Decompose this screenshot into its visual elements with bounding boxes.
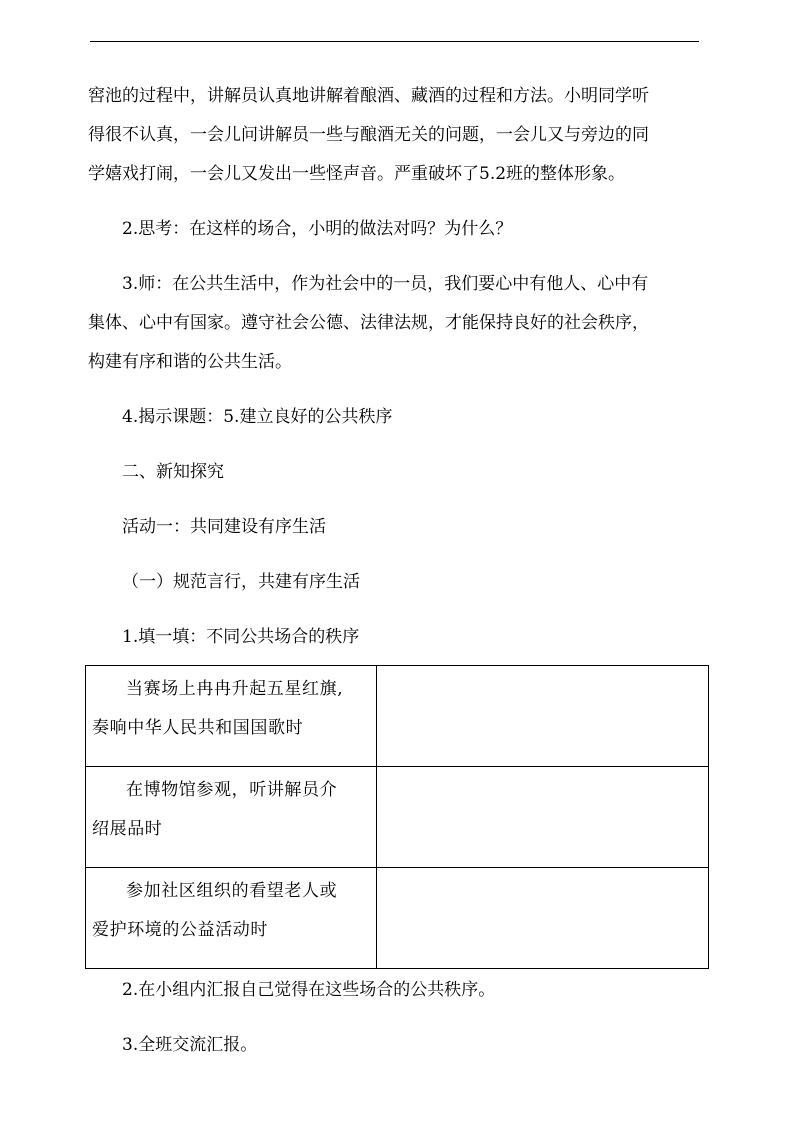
scene-line: 当赛场上冉冉升起五星红旗, bbox=[126, 679, 344, 699]
report-task: 2.在小组内汇报自己觉得在这些场合的公共秩序。 bbox=[122, 980, 496, 1000]
table-row bbox=[86, 767, 709, 868]
answer-cell[interactable] bbox=[377, 666, 709, 767]
answer-cell[interactable] bbox=[377, 767, 709, 868]
share-task: 3.全班交流汇报。 bbox=[122, 1035, 258, 1055]
lesson-topic: 4.揭示课题：5.建立良好的公共秩序 bbox=[122, 407, 393, 427]
table-row bbox=[86, 666, 709, 767]
fill-in-task: 1.填一填：不同公共场合的秩序 bbox=[122, 627, 360, 647]
table-row bbox=[86, 868, 709, 969]
scene-line: 在博物馆参观，听讲解员介 bbox=[126, 780, 338, 800]
story-paragraph bbox=[88, 77, 710, 194]
scene-cell bbox=[86, 767, 377, 868]
think-question: 2.思考：在这样的场合，小明的做法对吗？为什么？ bbox=[122, 219, 513, 239]
scene-line: 参加社区组织的看望老人或 bbox=[126, 881, 338, 901]
teacher-summary bbox=[88, 265, 710, 382]
scene-line: 绍展品时 bbox=[92, 819, 163, 839]
subsection-heading: （一）规范言行，共建有序生活 bbox=[122, 572, 360, 592]
section-heading: 二、新知探究 bbox=[122, 462, 224, 482]
scene-cell bbox=[86, 666, 377, 767]
answer-cell[interactable] bbox=[377, 868, 709, 969]
story-line: 学嬉戏打闹，一会儿又发出一些怪声音。严重破坏了5.2班的整体形象。 bbox=[88, 164, 626, 184]
activity-heading: 活动一：共同建设有序生活 bbox=[122, 517, 326, 537]
scene-cell bbox=[86, 868, 377, 969]
public-order-table bbox=[85, 665, 709, 969]
scene-line: 爱护环境的公益活动时 bbox=[92, 920, 268, 940]
story-line: 得很不认真，一会儿问讲解员一些与酿酒无关的问题，一会儿又与旁边的同 bbox=[88, 125, 649, 145]
scene-line: 奏响中华人民共和国国歌时 bbox=[92, 718, 304, 738]
header-rule bbox=[90, 41, 699, 42]
story-line: 窖池的过程中，讲解员认真地讲解着酿酒、藏酒的过程和方法。小明同学听 bbox=[88, 86, 649, 106]
teacher-line: 构建有序和谐的公共生活。 bbox=[88, 352, 292, 372]
document-body bbox=[88, 77, 710, 1065]
teacher-line: 3.师：在公共生活中，作为社会中的一员，我们要心中有他人、心中有 bbox=[122, 274, 649, 294]
teacher-line: 集体、心中有国家。遵守社会公德、法律法规，才能保持良好的社会秩序， bbox=[88, 313, 649, 333]
